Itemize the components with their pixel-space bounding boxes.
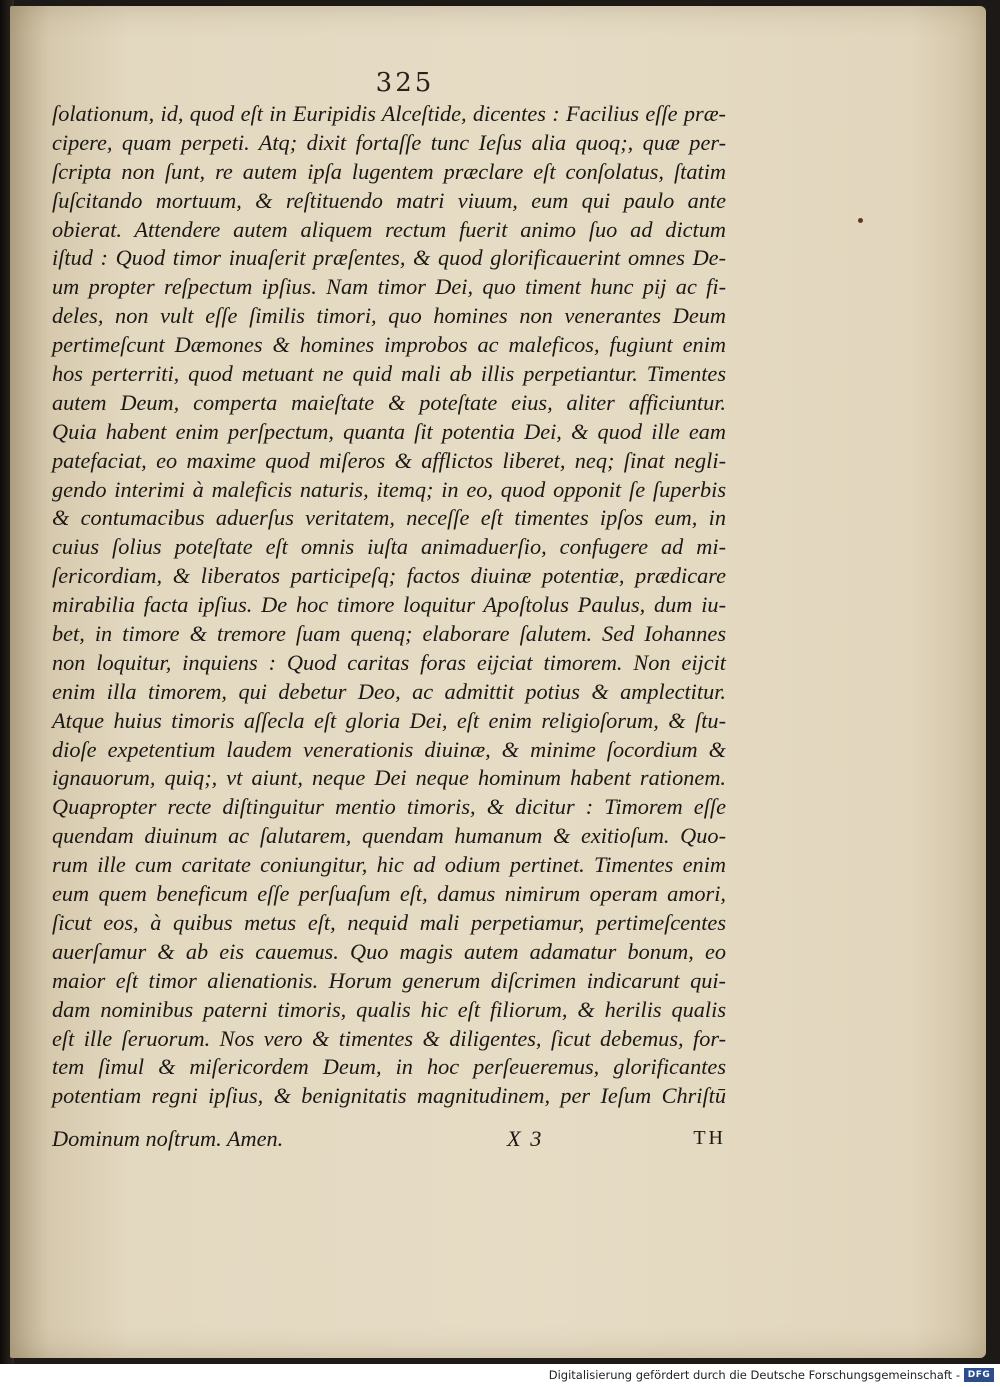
text-line: auerſamur & ab eis cauemus. Quo magis autem adamatur bonum, eo <box>52 938 726 964</box>
text-line: eum quem beneficum eſſe perſuaſum eſt, damus nimirum operam amori, <box>52 881 726 907</box>
footer-bar <box>0 1364 1000 1387</box>
text-line: non loquitur, inquiens : Quod caritas foras eijciat timorem. Non eijcit <box>52 649 726 675</box>
text-line: autem Deum, comperta maieſtate & poteſtate eius, aliter afficiuntur. <box>52 389 726 415</box>
text-line: patefaciat, eo maxime quod miſeros & afflictos liberet, neq; ſinat negli- <box>52 447 726 473</box>
text-line: cuius ſolius poteſtate eſt omnis iuſta animaduerſio, confugere ad mi- <box>52 534 726 560</box>
signature-mark: X 3 <box>507 1126 544 1151</box>
text-line: ſcripta non ſunt, re autem ipſa lugentem præclare eſt conſolatus, ſtatim <box>52 158 726 184</box>
text-line: obierat. Attendere autem aliquem rectum fuerit animo ſuo ad dictum <box>52 216 726 242</box>
text-line: Quia habent enim perſpectum, quanta ſit potentia Dei, & quod ille eam <box>52 418 726 444</box>
text-line: cipere, quam perpeti. Atq; dixit fortaſſe tunc Ieſus alia quoq;, quæ per- <box>52 129 726 155</box>
text-line: enim illa timorem, qui debetur Deo, ac admittit potius & amplectitur. <box>52 678 726 704</box>
text-line: pertimeſcunt Dæmones & homines improbos ac maleficos, fugiunt enim <box>52 332 726 358</box>
dfg-logo: DFG <box>964 1368 994 1382</box>
text-line: dioſe expetentium laudem venerationis diuinæ, & minime ſocordium & <box>52 736 726 762</box>
text-line: maior eſt timor alienationis. Horum generum diſcrimen indicarunt qui- <box>52 967 726 993</box>
final-line-row <box>52 1124 726 1153</box>
text-line: ſicut eos, à quibus metus eſt, nequid mali perpetiamur, pertimeſcentes <box>52 909 726 935</box>
text-line: um propter reſpectum ipſius. Nam timor Dei, quo timent hunc pij ac fi- <box>52 274 726 300</box>
text-line: mirabilia facta ipſius. De hoc timore loquitur Apoſtolus Paulus, dum iu- <box>52 592 726 618</box>
text-line: quendam diuinum ac ſalutarem, quendam humanum & exitioſum. Quo- <box>52 823 726 849</box>
text-line: tem ſimul & miſericordem Deum, in hoc perſeueremus, glorificantes <box>52 1054 726 1080</box>
body-text <box>52 100 726 1111</box>
text-line: bet, in timore & tremore ſuam quenq; elaborare ſalutem. Sed Iohannes <box>52 621 726 647</box>
text-line: ſuſcitando mortuum, & reſtituendo matri viuum, eum qui paulo ante <box>52 187 726 213</box>
text-line: dam nominibus paterni timoris, qualis hic eſt filiorum, & herilis qualis <box>52 996 726 1022</box>
text-line: ignauorum, quiq;, vt aiunt, neque Dei neque hominum habent rationem. <box>52 765 726 791</box>
text-line: ſolationum, id, quod eſt in Euripidis Alceſtide, dicentes : Facilius eſſe præ- <box>52 101 726 126</box>
text-line: & contumacibus aduerſus veritatem, neceſſe eſt timentes ipſos eum, in <box>52 505 726 531</box>
text-line: eſt ille ſeruorum. Nos vero & timentes & diligentes, ſicut debemus, for- <box>52 1025 726 1051</box>
page-number: 325 <box>375 68 435 98</box>
text-line: gendo interimi à maleficis naturis, itemq; in eo, quod opponit ſe ſuperbis <box>52 476 726 502</box>
text-line: Quapropter recte diſtinguitur mentio timoris, & dicitur : Timorem eſſe <box>52 794 726 820</box>
text-line: iſtud : Quod timor inuaſerit præſentes, & quod glorificauerint omnes De- <box>52 245 726 271</box>
text-line: hos perterriti, quod metuant ne quid mali ab illis perpetiantur. Timentes <box>52 361 726 387</box>
text-line: rum ille cum caritate coniungitur, hic ad odium pertinet. Timentes enim <box>52 852 726 878</box>
paper-speck <box>858 218 863 223</box>
closing-text: Dominum noſtrum. Amen. <box>52 1126 284 1151</box>
text-line: deles, non vult eſſe ſimilis timori, quo homines non venerantes Deum <box>52 303 726 329</box>
text-line: Atque huius timoris aſſecla eſt gloria Dei, eſt enim religioſorum, & ſtu- <box>52 707 726 733</box>
text-line: ſericordiam, & liberatos participeſq; factos diuinæ potentiæ, prædicare <box>52 563 726 589</box>
text-line: potentiam regni ipſius, & benignitatis magnitudinem, per Ieſum Chriſtū <box>52 1083 726 1109</box>
funding-credit: Digitalisierung gefördert durch die Deutsche Forschungsgemeinschaft - <box>548 1368 960 1382</box>
catchword: TH <box>693 1127 726 1149</box>
